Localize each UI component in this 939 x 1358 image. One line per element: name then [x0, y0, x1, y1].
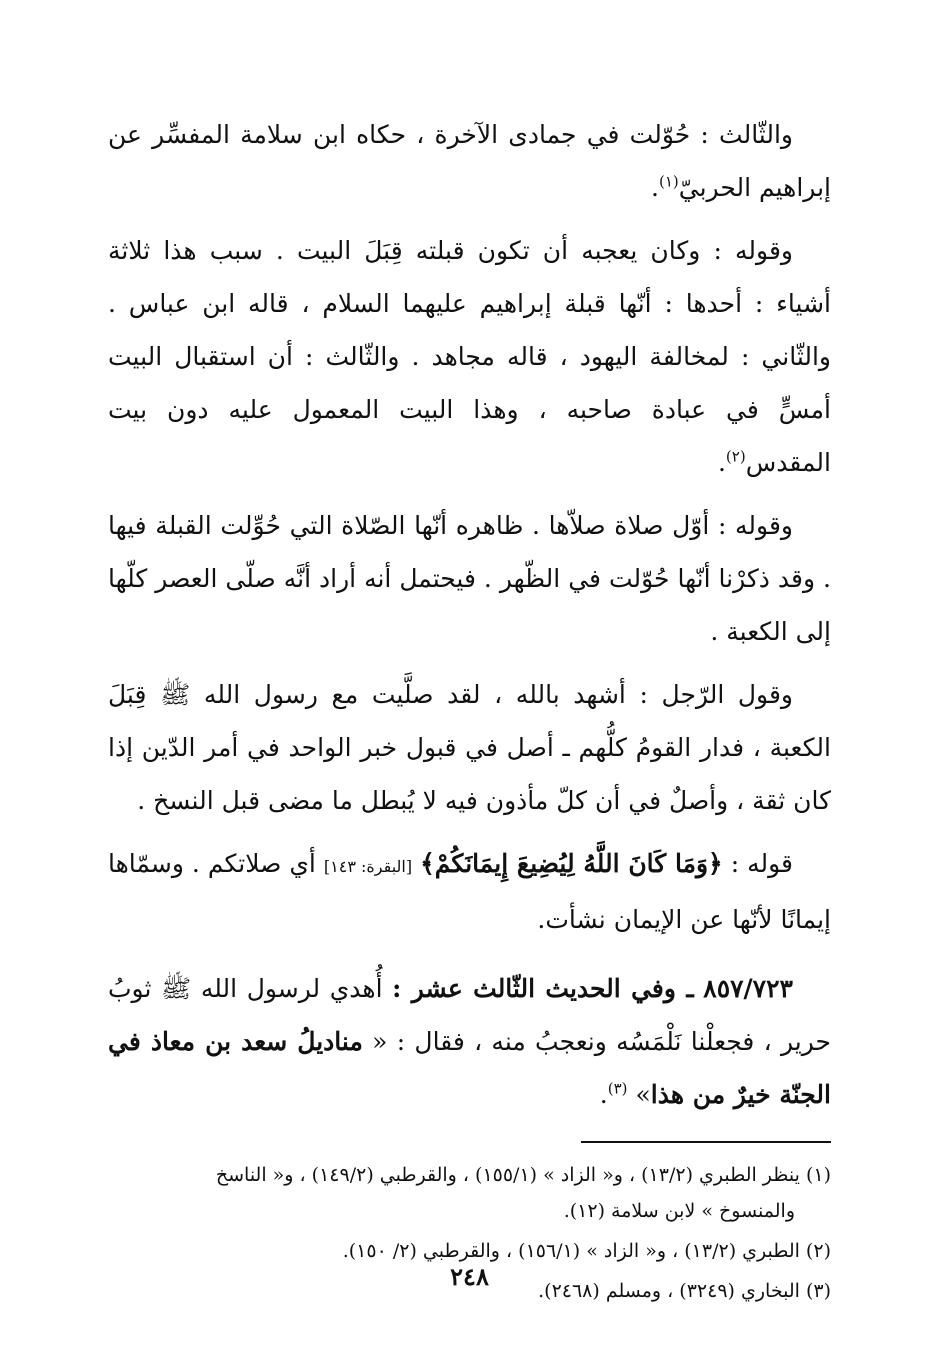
footnote-text: (٢) الطبري (١٣/٢) ، و« الزاد » (١٥٦/١) ، والقرطبي (٢/ ١٥٠). — [342, 1240, 831, 1262]
salutation-symbol: ﷺ — [160, 680, 191, 709]
hadith-entry — [108, 962, 831, 1121]
paragraph-text-cont: قِبَلَ الكعبة ، فدار القومُ كلُّهم ـ أصل في قبول خبر الواحد في أمر الدّين إذا كان ثقة ، وأصلٌ في أن كلّ مأذون فيه لا يُبطل ما مضى قبل النسخ . — [108, 680, 831, 815]
paragraph-text: قوله : — [730, 849, 793, 878]
paragraph-text-cont: أي صلاتكم . وسمّاها إيمانًا لأنّها عن الإيمان نشأت. — [108, 849, 831, 934]
paragraph-text: وقوله : أوّل صلاة صلاّها . ظاهره أنّها الصّلاة التي حُوِّلت القبلة فيها . وقد ذكرْنا أنّها حُوّلت في الظّهر . فيحتمل أنه أراد أنَّه صلّى العصر كلّها إلى الكعبة . — [108, 511, 831, 646]
paragraph-text: والثّالث : حُوّلت في جمادى الآخرة ، حكاه ابن سلامة المفسِّر عن إبراهيم الحربيّ — [108, 120, 831, 202]
footnote-1 — [108, 1157, 831, 1229]
footnote-divider — [581, 1141, 831, 1143]
verse-reference: [البقرة: ١٤٣] — [323, 857, 413, 876]
footnote-marker-1: (١) — [658, 172, 679, 191]
paragraph-quran-verse — [108, 837, 831, 946]
salutation-symbol: ﷺ — [161, 974, 192, 1003]
paragraph-end: . — [717, 448, 726, 477]
footnote-text-cont: والمنسوخ » لابن سلامة (١٢). — [563, 1200, 795, 1222]
hadith-number: ٨٥٧/٧٢٣ — [703, 974, 793, 1003]
footnote-text: (٣) البخاري (٣٢٤٩) ، ومسلم (٢٤٦٨). — [538, 1280, 831, 1302]
paragraph-end: . — [651, 173, 659, 202]
footnote-marker-3: (٣) — [607, 1079, 628, 1098]
paragraph-qibla-reasons — [108, 224, 831, 489]
hadith-text: أُهدي لرسول الله — [200, 974, 383, 1003]
paragraph-text: وقوله : وكان يعجبه أن تكون قبلته قِبَلَ البيت . سبب هذا ثلاثة أشياء : أحدها : أنّها قبلة إبراهيم عليهما السلام ، قاله ابن عباس . والثّاني : لمخالفة اليهود ، قاله مجاهد . والثّالث : أن استقبال البيت أمسٍّ في عبادة صاحبه ، وهذا البيت المعمول عليه دون بيت المقدس — [108, 236, 831, 477]
quote-close: » — [635, 1080, 651, 1109]
hadith-end: . — [599, 1080, 608, 1109]
hadith-heading: ـ وفي الحديث الثّالث عشر : — [392, 974, 694, 1003]
footnote-text: (١) ينظر الطبري (١٣/٢) ، و« الزاد » (١٥٥/١) ، والقرطبي (١٤٩/٢) ، و« الناسخ — [215, 1164, 831, 1186]
quran-verse: ﴿وَمَا كَانَ اللَّهُ لِيُضِيعَ إِيمَانَكُمْ﴾ — [420, 849, 723, 878]
paragraph-third-opinion — [108, 108, 831, 214]
paragraph-text: وقول الرّجل : أشهد بالله ، لقد صلَّيت مع رسول الله — [203, 680, 793, 709]
page-number: ٢٤٨ — [450, 1262, 489, 1291]
hadith-text-cont: ثوبُ حرير ، فجعلْنا نَلْمَسُه ونعجبُ منه ، فقال : « — [108, 974, 832, 1056]
paragraph-first-prayer — [108, 499, 831, 658]
paragraph-man-testimony — [108, 668, 831, 827]
footnote-marker-2: (٢) — [725, 447, 746, 466]
hadith-quote: مناديلُ سعد بن معاذ في الجنّة خيرٌ من هذا — [108, 1027, 831, 1109]
